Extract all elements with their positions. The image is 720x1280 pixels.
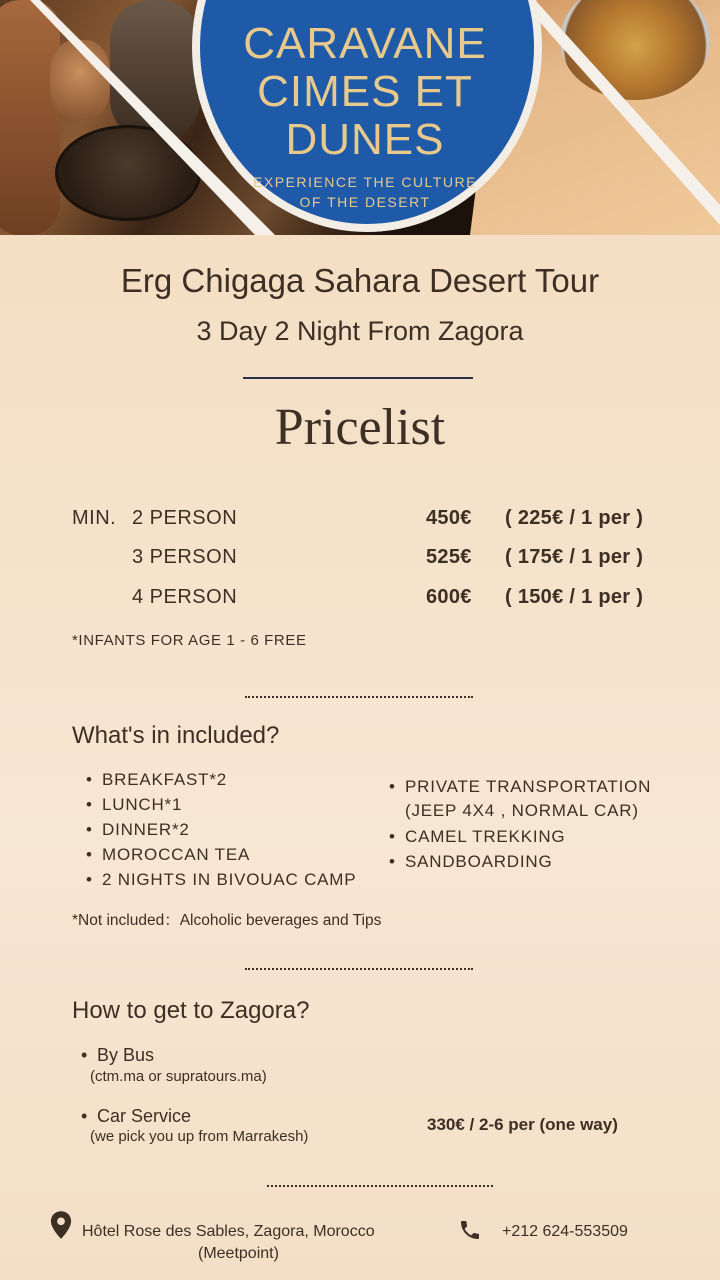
included-item: • MOROCCAN TEA bbox=[102, 845, 250, 865]
not-included-note: *Not included：Alcoholic beverages and Tips bbox=[72, 912, 382, 929]
dotted-divider bbox=[245, 968, 473, 970]
car-service-price: 330€ / 2-6 per (one way) bbox=[427, 1115, 618, 1134]
dotted-divider bbox=[267, 1185, 493, 1187]
infants-note: *INFANTS FOR AGE 1 - 6 FREE bbox=[72, 632, 307, 649]
tour-subtitle: 3 Day 2 Night From Zagora bbox=[196, 316, 524, 346]
price-total: 525€ bbox=[426, 546, 472, 568]
phone-icon bbox=[458, 1218, 482, 1242]
logo bbox=[200, 20, 530, 212]
people-count: 4 PERSON bbox=[132, 586, 238, 608]
included-item-detail: (JEEP 4X4 , NORMAL CAR) bbox=[405, 801, 639, 820]
address-note: (Meetpoint) bbox=[198, 1245, 279, 1262]
location-pin-icon bbox=[50, 1210, 72, 1240]
logo-tagline: EXPERIENCE THE CULTURE bbox=[253, 174, 477, 190]
logo-tagline: OF THE DESERT bbox=[299, 194, 431, 210]
included-item: • DINNER*2 bbox=[102, 820, 190, 840]
logo-line: CARAVANE bbox=[243, 19, 487, 68]
pricelist-heading: Pricelist bbox=[274, 399, 446, 456]
logo-line: DUNES bbox=[285, 115, 445, 164]
header-banner bbox=[0, 0, 720, 235]
title-divider bbox=[243, 377, 473, 379]
included-heading: What's in included? bbox=[72, 722, 280, 749]
included-item: • BREAKFAST*2 bbox=[102, 770, 227, 790]
car-service-option: • Car Service bbox=[97, 1106, 191, 1127]
logo-line: CIMES ET bbox=[257, 67, 473, 116]
included-item: • 2 NIGHTS IN BIVOUAC CAMP bbox=[102, 870, 356, 890]
price-per-person: ( 175€ / 1 per ) bbox=[505, 546, 644, 568]
bus-note: (ctm.ma or supratours.ma) bbox=[90, 1068, 267, 1085]
dotted-divider bbox=[245, 696, 473, 698]
car-service-note: (we pick you up from Marrakesh) bbox=[90, 1128, 309, 1145]
people-count: 3 PERSON bbox=[132, 546, 238, 568]
people-count: 2 PERSON bbox=[132, 507, 238, 529]
getting-there-heading: How to get to Zagora? bbox=[72, 997, 310, 1024]
bus-option: • By Bus bbox=[97, 1045, 154, 1066]
price-total: 600€ bbox=[426, 586, 472, 608]
included-item: • LUNCH*1 bbox=[102, 795, 182, 815]
phone-number: +212 624-553509 bbox=[502, 1223, 628, 1240]
musician-figure bbox=[0, 0, 60, 235]
included-item: • CAMEL TREKKING bbox=[405, 827, 565, 847]
included-item: • SANDBOARDING bbox=[405, 852, 553, 872]
price-total: 450€ bbox=[426, 507, 472, 529]
price-per-person: ( 150€ / 1 per ) bbox=[505, 586, 644, 608]
tour-title: Erg Chigaga Sahara Desert Tour bbox=[120, 262, 600, 299]
included-item: • PRIVATE TRANSPORTATION bbox=[405, 777, 651, 797]
min-label: MIN. bbox=[72, 507, 117, 529]
price-per-person: ( 225€ / 1 per ) bbox=[505, 507, 644, 529]
address: Hôtel Rose des Sables, Zagora, Morocco bbox=[82, 1223, 375, 1240]
